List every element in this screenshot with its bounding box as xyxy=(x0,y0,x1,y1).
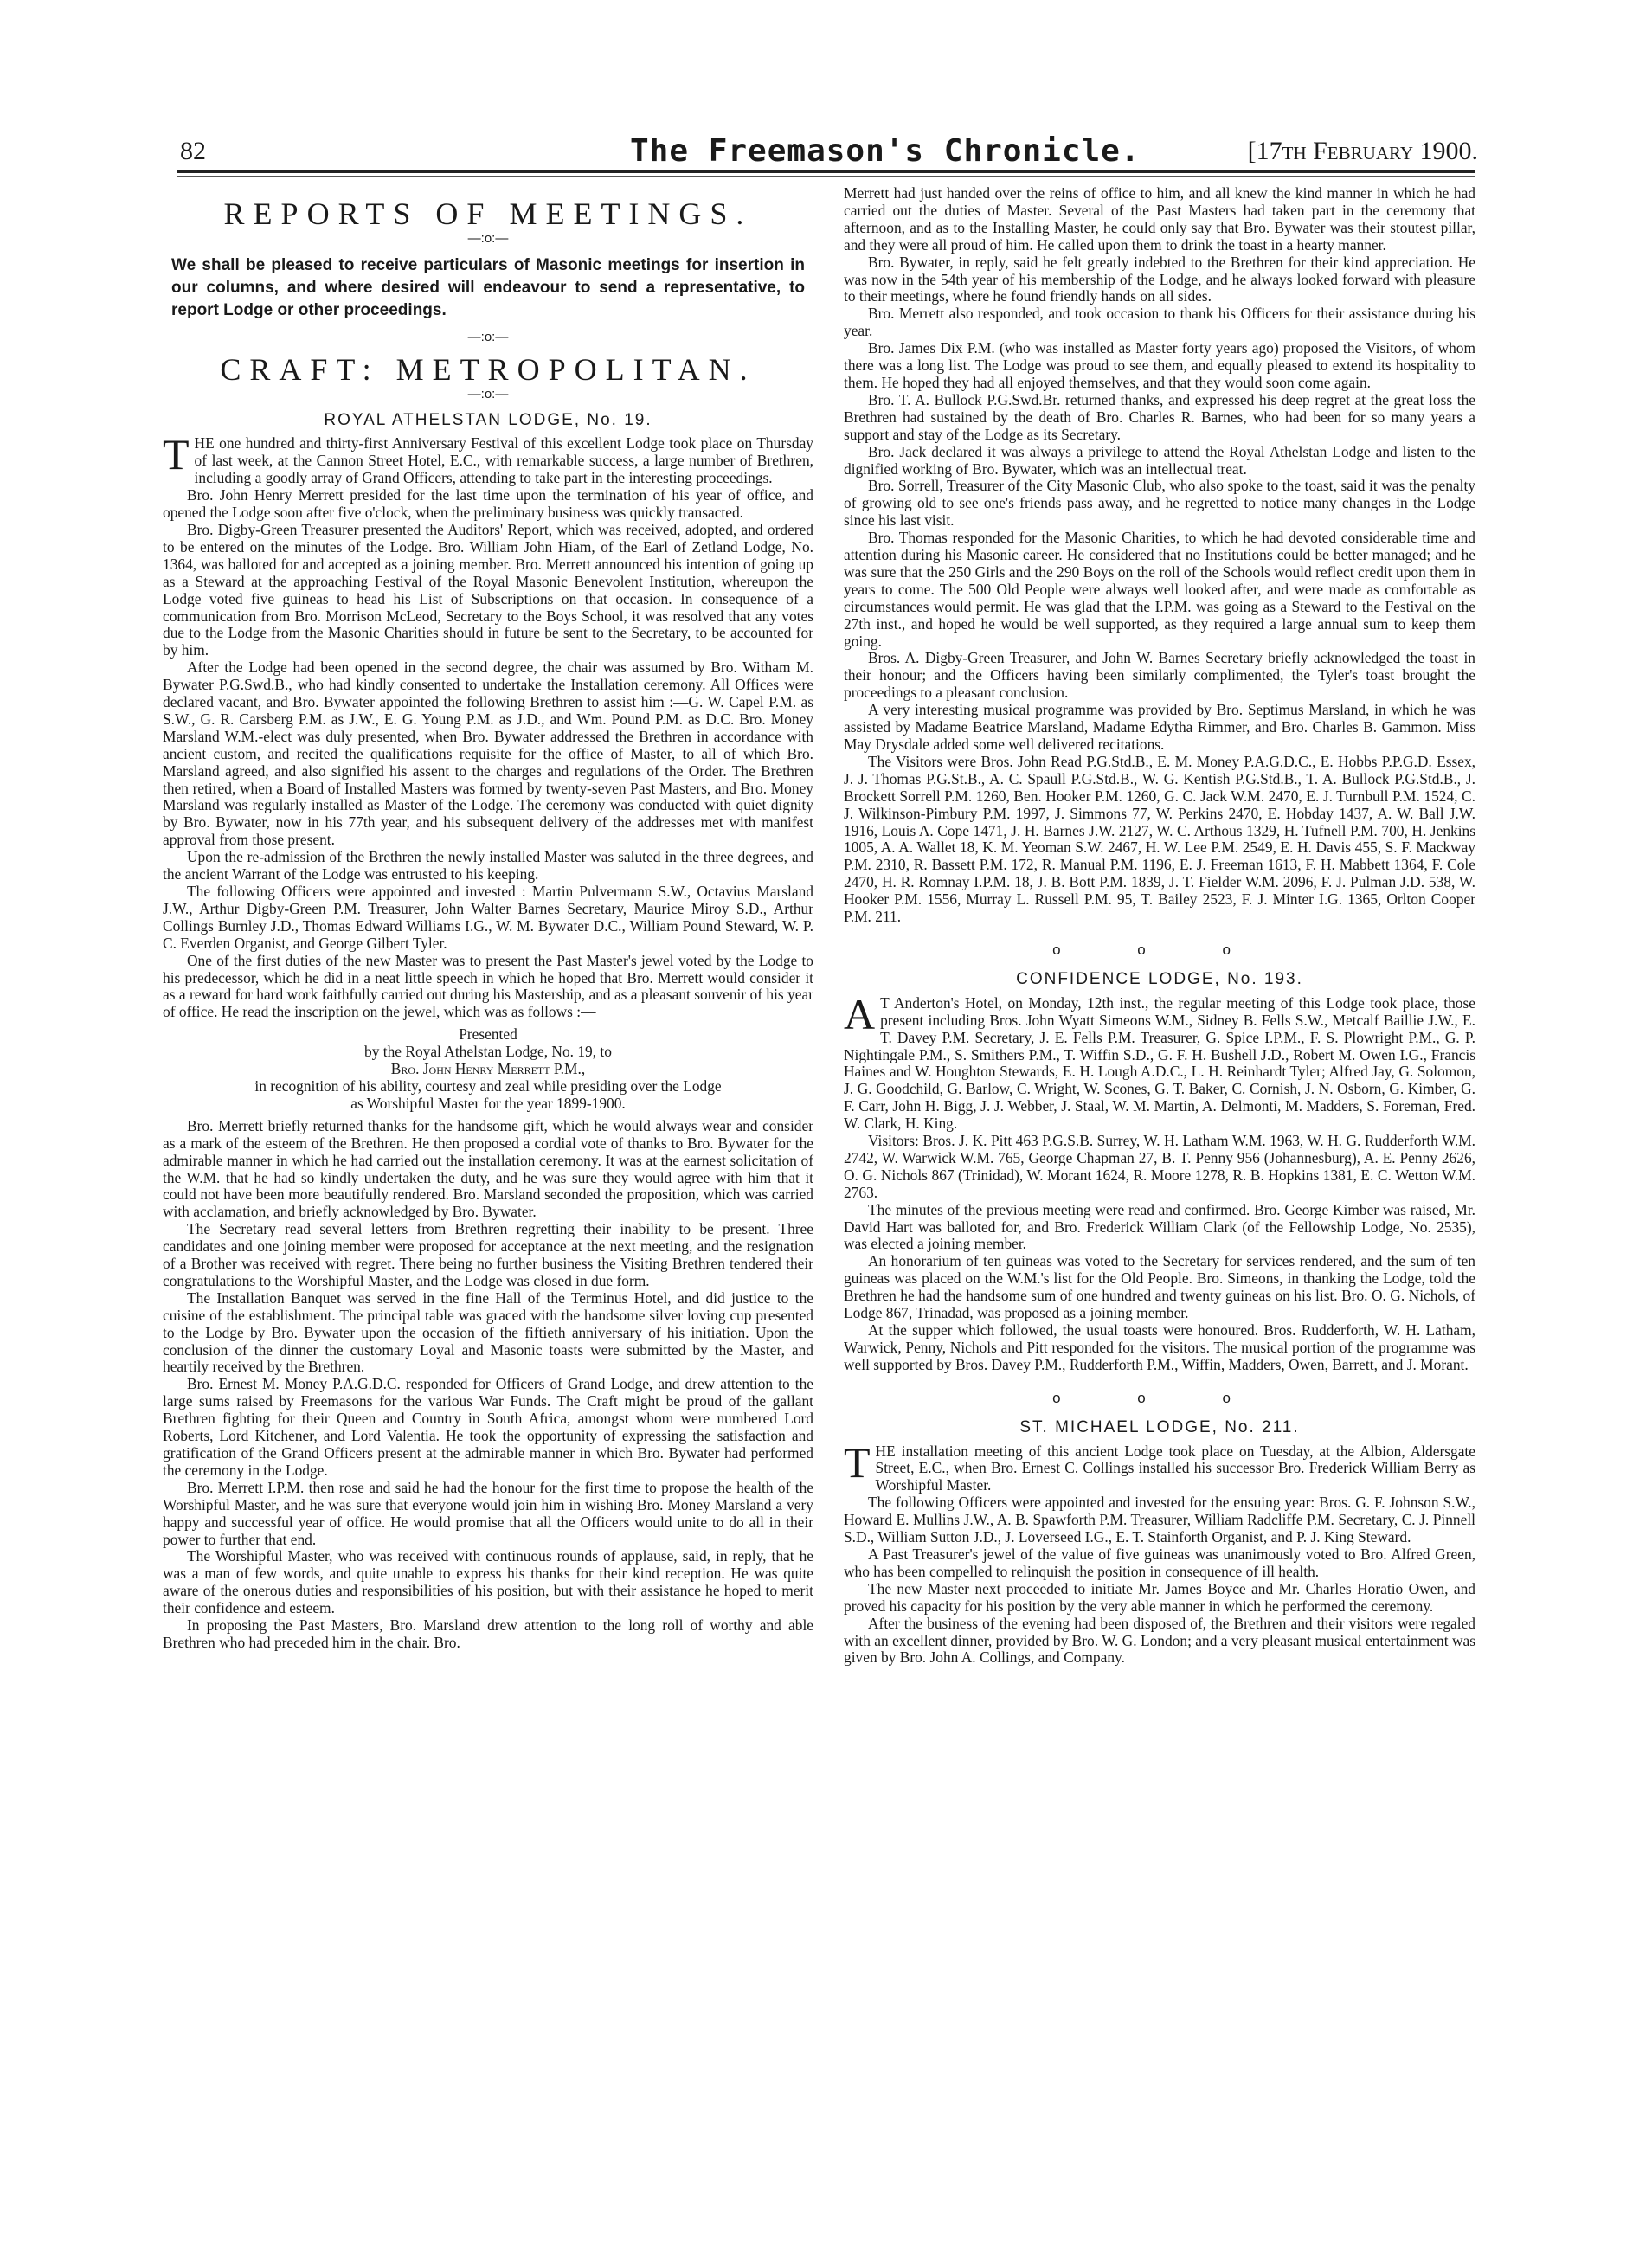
article-paragraph: The Installation Banquet was served in the fine Hall of the Terminus Hotel, and did justice to the cuisine of the establishment. The principal table was graced with the handsome silver loving cup presented to the Lodge by Bro. Bywater upon the occasion of the fiftieth anniversary of his initiation. Upon the conclusion of the dinner the customary Loyal and Masonic toasts were submitted by the Master, and heartily received by the Brethren. xyxy=(163,1288,813,1376)
lodge-heading-royal-athelstan: ROYAL ATHELSTAN LODGE, No. 19. xyxy=(324,410,652,429)
section-title-craft: CRAFT: METROPOLITAN. xyxy=(220,351,756,387)
lodge-heading-confidence: CONFIDENCE LODGE, No. 193. xyxy=(1016,969,1303,988)
inscription-line: in recognition of his ability, courtesy and zeal while presiding over the Lodge xyxy=(254,1076,722,1095)
article-paragraph: In proposing the Past Masters, Bro. Marsland drew attention to the long roll of worthy and able Brethren who had preceded him in the chair. Bro. xyxy=(163,1616,813,1651)
section-separator: o o o xyxy=(1052,1389,1267,1406)
article-paragraph: The minutes of the previous meeting were read and confirmed. Bro. George Kimber was raised, Mr. David Hart was balloted for, and Bro. Frederick William Clark (of the Fellowship Lodge, No. 2535), was elected a joining member. xyxy=(844,1200,1475,1253)
article-paragraph: THE installation meeting of this ancient Lodge took place on Tuesday, at the Albion, Aldersgate Street, E.C., when Bro. Ernest C. Collings installed his successor Bro. Frederick William Berry as Worshipful Master. xyxy=(844,1437,1475,1494)
article-paragraph: Bro. Bywater, in reply, said he felt greatly indebted to the Brethren for their kind appreciation. He was now in the 54th year of his membership of the Lodge, and he always looked forward with pleasure to their meetings, where he found friendly hands on all sides. xyxy=(844,253,1475,305)
jewel-inscription xyxy=(163,1026,813,1113)
article-paragraph: Bro. Merrett I.P.M. then rose and said he had the honour for the first time to propose the health of the Worshipful Master, and he was sure that everyone would join him in wishing Bro. Money Marsland a very happy and successful year of office. He would promise that all the Officers would unite to do all in their power to further that end. xyxy=(163,1478,813,1548)
article-paragraph: The Worshipful Master, who was received with continuous rounds of applause, said, in reply, that he was a man of few words, and quite unable to express his thanks for their kind reception. He was quite aware of the onerous duties and responsibilities of his position, but with their assistance he hoped to merit their confidence and esteem. xyxy=(163,1547,813,1617)
article-paragraph: Upon the re-admission of the Brethren the newly installed Master was saluted in the three degrees, and the ancient Warrant of the Lodge was entrusted to his keeping. xyxy=(163,848,813,884)
visitors-list: The Visitors were Bros. John Read P.G.Std.B., E. M. Money P.A.G.D.C., E. Hobbs P.P.G.D. Essex, J. J. Thomas P.G.St.B., A. C. Spaull P.G.Std.B., W. G. Kentish P.G.Std.B., T. A. Bullock P.G.Std.B., J. Brockett Sorrell P.M. 1260, Ben. Hooker P.M. 1260, G. C. Jack W.M. 2470, E. J. Turnbull P.M. 1524, C. J. Wilkinson-Pimbury P.M. 1997, J. Simmons 77, W. Perkins 2470, E. Hobday 1437, A. W. Ball J.W. 1916, Louis A. Cope 1471, J. H. Barnes J.W. 2127, W. C. Arthous 1329, H. Tufnell P.M. 700, H. Jenkins 1005, A. A. Wallet 18, K. M. Yeoman S.W. 2467, H. W. Lee P.M. 2549, E. H. Davis 455, S. F. Mackway P.M. 2310, R. Bassett P.M. 172, R. Manual P.M. 1196, E. J. Freeman 1613, F. H. Mabbett 1364, F. Cole 2470, H. R. Romnay I.P.M. 18, J. B. Bott P.M. 1839, J. T. Fielder W.M. 2096, F. J. Pulman J.D. 538, W. Hooker P.M. 1556, Murray L. Russell P.M. 95, T. Bailey 2523, F. J. Minter I.G. 1365, Orlton Cooper P.M. 211. xyxy=(844,752,1475,926)
drop-cap: T xyxy=(163,430,190,479)
article-paragraph: An honorarium of ten guineas was voted to the Secretary for services rendered, and the sum of ten guineas was placed on the W.M.'s list for the Old People. Bro. Simeons, in thanking the Lodge, told the Brethren he had the handsome sum of one hundred and twenty guineas on his list. Bro. O. G. Nichols, of Lodge 867, Trinadad, was proposed as a joining member. xyxy=(844,1252,1475,1322)
article-paragraph: THE one hundred and thirty-first Anniversary Festival of this excellent Lodge took place on Thursday of last week, at the Cannon Street Hotel, E.C., with remarkable success, a large number of Brethren, including a goodly array of Grand Officers, attending to take part in the interesting proceedings. xyxy=(163,430,813,487)
ornamental-divider: —:o:— xyxy=(467,230,509,246)
article-paragraph: Bro. James Dix P.M. (who was installed as Master forty years ago) proposed the Visitors, of whom there was a long list. The Lodge was proud to see them, and equally pleased to extend its hospitality to them. He hoped they had all enjoyed themselves, and that they would soon come again. xyxy=(844,339,1475,391)
article-paragraph: The following Officers were appointed and invested : Martin Pulvermann S.W., Octavius Marsland J.W., Arthur Digby-Green P.M. Treasurer, John Walter Barnes Secretary, Maurice Miroy S.D., Arthur Collings Burnley J.D., Thomas Edward Williams I.G., W. M. Bywater D.C., William Pound Steward, W. P. C. Everden Organist, and George Gilbert Tyler. xyxy=(163,883,813,952)
column-left xyxy=(163,190,813,1652)
journal-title: The Freemason's Chronicle. xyxy=(630,133,1141,169)
page-number: 82 xyxy=(180,137,206,165)
article-paragraph: A very interesting musical programme was provided by Bro. Septimus Marsland, in which he was assisted by Madame Beatrice Marsland, Madame Edytha Rimmer, and Bro. Charles B. Gammon. Miss May Drysdale added some well delivered recitations. xyxy=(844,701,1475,753)
masthead xyxy=(180,130,1478,173)
article-paragraph: The new Master next proceeded to initiate Mr. James Boyce and Mr. Charles Horatio Owen, and proved his capacity for his position by the very able manner in which he performed the ceremony. xyxy=(844,1579,1475,1615)
inscription-line: Bro. John Henry Merrett P.M., xyxy=(390,1060,586,1078)
article-paragraph: Bro. Ernest M. Money P.A.G.D.C. responded for Officers of Grand Lodge, and drew attention to the large sums raised by Freemasons for the various War Funds. The Craft might be proud of the gallant Brethren fighting for their Queen and Country in South Africa, amongst whom were numbered Lord Roberts, Lord Kitchener, and Lord Valentia. He took the opportunity of expressing the satisfaction and gratification of the Grand Officers present at the admirable manner in which Bro. Bywater had performed the ceremony in the Lodge. xyxy=(163,1375,813,1479)
article-paragraph: Bro. Thomas responded for the Masonic Charities, to which he had devoted considerable time and attention during his Masonic career. He considered that no Institutions could be better managed; and he was sure that the 250 Girls and the 290 Boys on the roll of the Schools would reflect credit upon them in years to come. The 500 Old People were always well looked after, and were made as comfortable as circumstances would permit. He was glad that the I.P.M. was going as a Steward to the Festival on the 27th inst., and hoped he would be well supported, as they required a large annual sum to keep them going. xyxy=(844,529,1475,650)
article-paragraph: Bro. Merrett briefly returned thanks for the handsome gift, which he would always wear and consider as a mark of the esteem of the Brethren. He then proposed a cordial vote of thanks to Bro. Bywater for the admirable manner in which he had carried out the installation ceremony. It was at the earnest solicitation of the W.M. that he had so kindly undertaken the duty, and he was sure they would agree with him that it could not have been more beautifully rendered. Bro. Marsland seconded the proposition, which was carried with acclamation, and briefly acknowledged by Bro. Bywater. xyxy=(163,1116,813,1221)
article-paragraph: At the supper which followed, the usual toasts were honoured. Bros. Rudderforth, W. H. Latham, Warwick, Penny, Nichols and Pitt responded for the visitors. The musical portion of the programme was well supported by Bros. Davey P.M., Rudderforth P.M., Wiffin, Madders, Owen, Barrett, and J. Morant. xyxy=(844,1321,1475,1373)
article-paragraph: The following Officers were appointed and invested for the ensuing year: Bros. G. F. Johnson S.W., Howard E. Mullins J.W., A. B. Spawforth P.M. Treasurer, William Radcliffe P.M. Secretary, C. J. Pinnell S.D., William Sutton J.D., J. Loverseed I.G., E. T. Stainforth Organist, and P. J. King Steward. xyxy=(844,1494,1475,1546)
inscription-line: by the Royal Athelstan Lodge, No. 19, to xyxy=(364,1043,612,1061)
lodge-heading-st-michael: ST. MICHAEL LODGE, No. 211. xyxy=(1019,1417,1300,1436)
inscription-line: Presented xyxy=(459,1025,517,1044)
visitors-list: Visitors: Bros. J. K. Pitt 463 P.G.S.B. Surrey, W. H. Latham W.M. 1963, W. H. G. Rudderforth W.M. 2742, W. Warwick W.M. 765, George Chapman 27, B. T. Penny 956 (Johannesburg), A. E. Penny 2626, O. G. Nichols 867 (Trinidad), W. Morant 1624, R. Moore 1278, R. B. Hopkins 1381, E. C. Wetton W.M. 2763. xyxy=(844,1132,1475,1201)
header-rule-thin xyxy=(177,176,1475,177)
ornamental-divider: —:o:— xyxy=(467,386,509,402)
article-paragraph: A Past Treasurer's jewel of the value of five guineas was unanimously voted to Bro. Alfred Green, who has been compelled to relinquish the position in consequence of ill health. xyxy=(844,1545,1475,1580)
article-paragraph: Bro. Sorrell, Treasurer of the City Masonic Club, who also spoke to the toast, said it was the penalty of growing old to see one's friends pass away, and he regretted to notice many changes in the Lodge since his last visit. xyxy=(844,477,1475,530)
article-paragraph: Bros. A. Digby-Green Treasurer, and John W. Barnes Secretary briefly acknowledged the toast in their honour; and the Officers having been similarly complimented, the Tyler's toast brought the proceedings to a pleasant conclusion. xyxy=(844,649,1475,702)
section-separator: o o o xyxy=(1052,941,1267,958)
article-paragraph: Bro. Digby-Green Treasurer presented the Auditors' Report, which was received, adopted, and ordered to be entered on the minutes of the Lodge. Bro. William John Hiam, of the Earl of Zetland Lodge, No. 1364, was balloted for and accepted as a joining member. Bro. Merrett announced his intention of going up as a Steward at the approaching Festival of the Royal Masonic Benevolent Institution, whereupon the Lodge voted five guineas to head his List of Subscriptions on that occasion. In consequence of a communication from Bro. Morrison McLeod, Secretary to the Boys School, it was resolved that any votes due to the Lodge from the Masonic Charities should in future be sent to the Secretary, to be accounted for by him. xyxy=(163,520,813,659)
article-paragraph: Bro. John Henry Merrett presided for the last time upon the termination of his year of office, and opened the Lodge soon after five o'clock, when the preliminary business was quickly transacted. xyxy=(163,486,813,522)
article-paragraph: After the Lodge had been opened in the second degree, the chair was assumed by Bro. Witham M. Bywater P.G.Swd.B., who had kindly consented to undertake the Installation ceremony. All Offices were declared vacant, and Bro. Bywater appointed the following Brethren to assist him :—G. W. Capel P.M. as S.W., G. R. Carsberg P.M. as J.W., E. G. Young P.M. as J.D., and Wm. Pound P.M. as D.C. Bro. Money Marsland W.M.-elect was duly presented, when Bro. Bywater addressed the Brethren in accordance with ancient custom, and recited the qualifications requisite for the office of Master, to all of which Bro. Marsland agreed, and also signified his assent to the charges and regulations of the Order. The Brethren then retired, when a Board of Installed Masters was formed by twenty-seven Past Masters, and Bro. Money Marsland was regularly installed as Master of the Lodge. The ceremony was conducted with quiet dignity by Bro. Bywater, now in his 77th year, and his subsequent delivery of the addresses met with manifest approval from those present. xyxy=(163,659,813,849)
article-paragraph: A T Anderton's Hotel, on Monday, 12th inst., the regular meeting of this Lodge took place, those present including Bros. John Wyatt Simeons W.M., Sidney B. Fells S.W., Metcalf Baillie J.W., E. T. Davey P.M. Secretary, J. E. Fells P.M. Treasurer, G. Spice I.P.M., F. S. Plowright P.M., G. P. Nightingale P.M., S. Smithers P.M., T. Wiffin S.D., G. F. H. Bushell J.D., Robert M. Owen I.G., Francis Haines and W. Houghton Stewards, E. H. Lough A.D.C., L. H. Reinhardt Tyler; Alfred Jay, G. Solomon, J. G. Goodchild, G. Barlow, C. Wright, W. Scones, G. T. Baker, C. Cornish, J. N. Osborn, G. Kimber, G. F. Carr, John H. Bigg, J. J. Webber, J. Staal, W. M. Martin, A. Delmonti, M. Madders, S. Foreman, Fred. W. Clark, H. King. xyxy=(844,989,1475,1133)
article-paragraph: Bro. Jack declared it was always a privilege to attend the Royal Athelstan Lodge and listen to the dignified working of Bro. Bywater, which was an intellectual treat. xyxy=(844,442,1475,478)
article-paragraph: Bro. Merrett also responded, and took occasion to thank his Officers for their assistance during his year. xyxy=(844,305,1475,340)
header-rule xyxy=(177,170,1475,173)
drop-cap: A xyxy=(844,989,876,1038)
issue-date: [17th February 1900. xyxy=(1247,137,1478,165)
article-paragraph: The Secretary read several letters from Brethren regretting their inability to be present. Three candidates and one joining member were proposed for acceptance at the next meeting, and the resignation of a Brother was received with regret. There being no further business the Visiting Brethren tendered their congratulations to the Worshipful Master, and the Lodge was closed in due form. xyxy=(163,1220,813,1289)
article-paragraph: After the business of the evening had been disposed of, the Brethren and their visitors were regaled with an excellent dinner, provided by Bro. W. G. London; and a very pleasant musical entertainment was given by Bro. John A. Collings, and Company. xyxy=(844,1614,1475,1667)
article-paragraph: Merrett had just handed over the reins of office to him, and all knew the kind manner in which he had carried out the duties of Master. Several of the Past Masters had taken part in the ceremony that afternoon, and as to the Installing Master, he could only say that Bro. Bywater was their stoutest pillar, and they were all proud of him. He called upon them to drink the toast in a hearty manner. xyxy=(844,184,1475,254)
inscription-line: as Worshipful Master for the year 1899-1900. xyxy=(350,1094,626,1112)
section-title-reports: REPORTS OF MEETINGS. xyxy=(223,196,753,231)
article-paragraph: One of the first duties of the new Master was to present the Past Master's jewel voted by the Lodge to his predecessor, which he did in a neat little speech in which he hoped that Bro. Merrett would consider it as a reward for hard work faithfully carried out during his Mastership, and as a pleasant souvenir of his year of office. He read the inscription on the jewel, which was as follows :— xyxy=(163,951,813,1021)
drop-cap: T xyxy=(844,1437,871,1487)
editorial-notice: We shall be pleased to receive particulars of Masonic meetings for insertion in our columns, and where desired will endeavour to send a representative, to report Lodge or other proceedings. xyxy=(171,255,805,319)
ornamental-divider: —:o:— xyxy=(467,329,509,344)
article-paragraph: Bro. T. A. Bullock P.G.Swd.Br. returned thanks, and expressed his deep regret at the great loss the Brethren had sustained by the death of Bro. Charles R. Barnes, who had been for so many years a support and stay of the Lodge as its Secretary. xyxy=(844,390,1475,443)
column-right xyxy=(844,185,1475,1667)
